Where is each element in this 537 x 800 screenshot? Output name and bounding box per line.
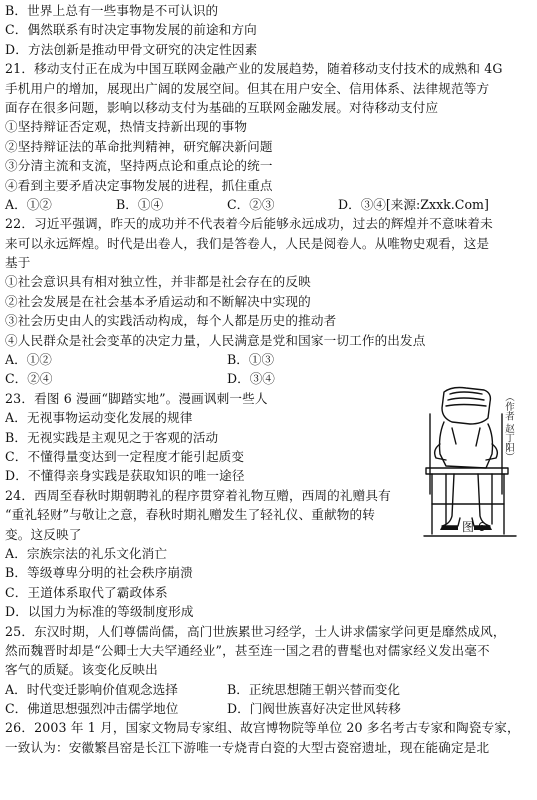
q22-option-a: A．①② xyxy=(5,352,52,368)
q23-stem: 23．看图 6 漫画“脚踏实地”。漫画讽刺一些人 xyxy=(5,390,268,406)
figure-caption: 图 6 xyxy=(462,520,486,534)
text-line: B．世界上总有一些事物是不可认识的 xyxy=(5,3,219,18)
q22-stem-line: 来可以永远辉煌。时代是出卷人，我们是答卷人，人民是阅卷人。从唯物史观看，这是 xyxy=(5,235,490,251)
q21-item: ④看到主要矛盾决定事物发展的进程，抓住重点 xyxy=(5,177,273,193)
q22-item: ②社会发展是在社会基本矛盾运动和不断解决中实现的 xyxy=(5,293,311,309)
q22-item: ③社会历史由人的实践活动构成，每个人都是历史的推动者 xyxy=(5,313,337,329)
q25-option-c: C．佛道思想强烈冲击儒学地位 xyxy=(5,701,179,717)
q21-item: ②坚持辩证法的革命批判精神，研究解决新问题 xyxy=(5,138,273,154)
q22-stem-line: 22．习近平强调，昨天的成功并不代表着今后能够永远成功，过去的辉煌并不意味着未 xyxy=(5,216,493,232)
q25-options-row2 xyxy=(5,699,532,718)
q24-option-d: D．以国力为标准的等级制度形成 xyxy=(5,604,194,620)
text-line: C．偶然联系有时决定事物发展的前途和方向 xyxy=(5,22,257,38)
q21-stem-line: 面存在很多问题，影响以移动支付为基础的互联网金融发展。对待移动支付应 xyxy=(5,99,439,115)
q25-stem-line: 然而魏晋时却是“公卿士大夫罕通经业”，甚至连一国之君的曹髦也对儒家经义发出毫不 xyxy=(5,642,490,658)
q21-stem-line: 手机用户的增加，展现出广阔的发展空间。但其在用户安全、信用体系、法律规范等方 xyxy=(5,80,490,96)
q22-option-b: B．①③ xyxy=(227,352,275,368)
q24-stem-line: “重礼轻财”与敬让之意，春秋时期礼赠发生了轻礼仪、重献物的转 xyxy=(5,507,376,523)
q25-stem-line: 客气的质疑。该变化反映出 xyxy=(5,662,158,678)
q24-stem-line: 变。这反映了 xyxy=(5,526,82,542)
q26-stem-line: 26．2003 年 1 月，国家文物局专家组、故宫博物院等单位 20 多名考古专家和陶瓷专家， xyxy=(5,720,520,736)
q21-option-d: D．③④[来源:Zxxk.Com] xyxy=(338,196,489,212)
q25-stem-line: 25．东汉时期，人们尊儒尚儒，高门世族累世习经学，士人讲求儒家学问更是靡然成风， xyxy=(5,623,506,639)
q21-options xyxy=(5,195,532,214)
exam-page xyxy=(5,1,532,757)
q23-option-c: C．不懂得量变达到一定程度才能引起质变 xyxy=(5,448,245,464)
q22-item: ④人民群众是社会变革的决定力量，人民满意是党和国家一切工作的出发点 xyxy=(5,332,426,348)
q25-options-row1 xyxy=(5,680,532,699)
cartoon-figure-6 xyxy=(422,384,532,540)
text-line: D．方法创新是推动甲骨文研究的决定性因素 xyxy=(5,41,258,57)
q21-stem-line: 21．移动支付正在成为中国互联网金融产业的发展趋势，随着移动支付技术的成熟和 4G xyxy=(5,61,503,77)
q24-option-b: B．等级尊卑分明的社会秩序崩溃 xyxy=(5,565,193,581)
q21-option-b: B．①④ xyxy=(116,196,164,212)
q25-option-d: D．门阀世族喜好决定世风转移 xyxy=(227,701,401,717)
q22-options-row1 xyxy=(5,350,532,369)
q23-option-b: B．无视实践是主观见之于客观的活动 xyxy=(5,429,219,445)
q21-option-c: C．②③ xyxy=(227,196,275,212)
q24-option-c: C．王道体系取代了霸政体系 xyxy=(5,584,168,600)
q24-stem-line: 24．西周至春秋时期朝聘礼的程序贯穿着礼物互赠，西周的礼赠具有 xyxy=(5,487,391,503)
q25-option-a: A．时代变迁影响价值观念选择 xyxy=(5,681,178,697)
q21-item: ①坚持辩证否定观，热情支持新出现的事物 xyxy=(5,119,248,135)
author-note: （作者 赵丁阳） xyxy=(503,392,514,462)
q21-item: ③分清主流和支流，坚持两点论和重点论的统一 xyxy=(5,158,273,174)
q22-stem-line: 基于 xyxy=(5,255,31,271)
q23-option-a: A．无视事物运动变化发展的规律 xyxy=(5,410,193,426)
q22-option-c: C．②④ xyxy=(5,371,53,387)
q22-option-d: D．③④ xyxy=(227,371,275,387)
q24-option-a: A．宗族宗法的礼乐文化消亡 xyxy=(5,545,168,561)
q21-option-a: A．①② xyxy=(5,196,52,212)
q22-item: ①社会意识具有相对独立性，并非都是社会存在的反映 xyxy=(5,274,311,290)
q23-option-d: D．不懂得亲身实践是获取知识的唯一途径 xyxy=(5,468,245,484)
q25-option-b: B．正统思想随王朝兴替而变化 xyxy=(227,681,400,697)
q26-stem-line: 一致认为：安徽繁昌窑是长江下游唯一专烧青白瓷的大型古瓷窑遗址，现在能确定是北 xyxy=(5,739,490,755)
